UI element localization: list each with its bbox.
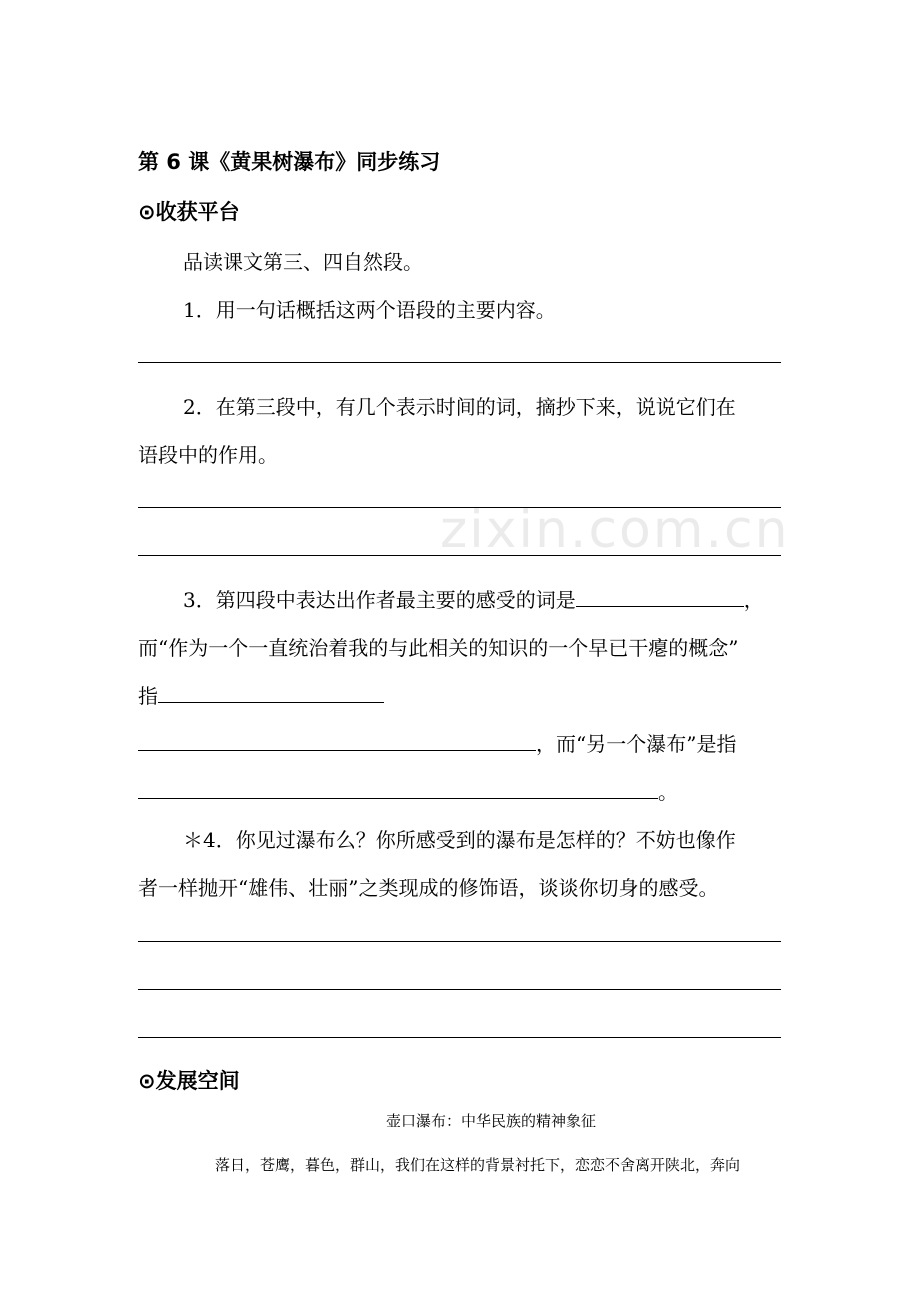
question-3-zhi: 指 <box>138 684 158 708</box>
question-3-another-waterfall: ，而“另一个瀑布”是指 <box>536 732 737 756</box>
reading-paragraph-line1: 落日，苍鹰，暮色，群山，我们在这样的背景衬托下，恋恋不舍离开陕北，奔向 <box>215 1156 741 1174</box>
answer-blank-concept-cont[interactable] <box>138 730 536 751</box>
question-3-line2: 而“作为一个一直统治着我的与此相关的知识的一个早已干瘪的概念” <box>138 636 739 660</box>
watermark: zixin.com.cn <box>440 500 790 560</box>
question-3-comma: ， <box>743 588 764 612</box>
intro-text: 品读课文第三、四自然段。 <box>183 250 423 274</box>
page-title: 第 6 课《黄果树瀑布》同步练习 <box>138 150 441 174</box>
answer-line-q2-a[interactable] <box>138 507 781 508</box>
section-heading-harvest: ⊙收获平台 <box>138 200 240 224</box>
question-4-line1: ＊4．你见过瀑布么？你所感受到的瀑布是怎样的？不妨也像作 <box>183 828 736 852</box>
question-3-line1 <box>183 584 764 613</box>
question-4-line2: 者一样抛开“雄伟、壮丽”之类现成的修饰语，谈谈你切身的感受。 <box>138 876 719 900</box>
answer-line-q2-b[interactable] <box>138 555 781 556</box>
answer-line-q4-b[interactable] <box>138 989 781 990</box>
question-3-line3 <box>138 680 384 709</box>
answer-line-q1[interactable] <box>138 362 781 363</box>
answer-blank-feeling-word[interactable] <box>576 586 744 607</box>
question-3-text: 3．第四段中表达出作者最主要的感受的词是 <box>183 588 576 612</box>
question-3-line4 <box>138 728 736 757</box>
question-2-line2: 语段中的作用。 <box>138 443 278 467</box>
section-heading-develop: ⊙发展空间 <box>138 1069 240 1093</box>
question-2-line1: 2．在第三段中，有几个表示时间的词，摘抄下来，说说它们在 <box>183 395 736 419</box>
answer-blank-concept[interactable] <box>158 682 384 703</box>
answer-line-q4-a[interactable] <box>138 941 781 942</box>
question-1: 1．用一句话概括这两个语段的主要内容。 <box>183 298 556 322</box>
question-3-line5 <box>138 776 678 805</box>
answer-line-q4-c[interactable] <box>138 1037 781 1038</box>
answer-blank-another-waterfall[interactable] <box>138 778 658 799</box>
question-3-period: 。 <box>658 780 678 804</box>
reading-title: 壶口瀑布：中华民族的精神象征 <box>386 1112 597 1130</box>
